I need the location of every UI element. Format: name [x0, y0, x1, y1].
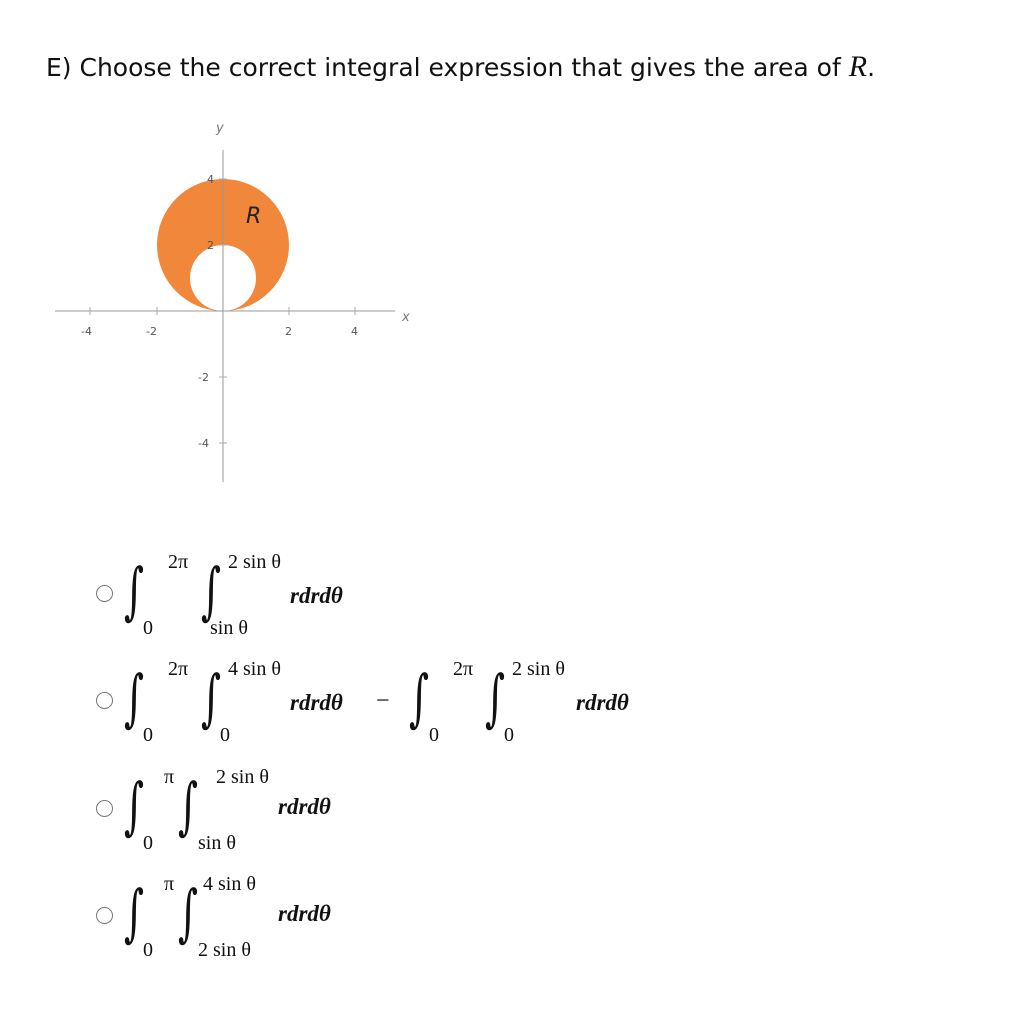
integral-sign: ∫	[201, 661, 222, 734]
outer-upper-limit: 2π	[168, 658, 189, 680]
integrand-2: rdrdθ	[576, 690, 629, 715]
outer-upper-limit: 2π	[168, 551, 189, 573]
integral-sign: ∫	[124, 876, 145, 949]
inner-upper-limit-2: 2 sin θ	[512, 658, 565, 680]
outer-upper-limit-2: 2π	[453, 658, 474, 680]
integral-sign: ∫	[201, 554, 222, 627]
minus-sign: −	[376, 688, 390, 714]
outer-lower-limit: 0	[143, 724, 153, 746]
outer-upper-limit: π	[164, 766, 175, 788]
inner-lower-limit: 2 sin θ	[198, 939, 251, 961]
question-text	[46, 50, 875, 84]
y-tick-label: 2	[207, 239, 214, 252]
question-suffix: .	[867, 53, 876, 82]
integral-sign: ∫	[124, 661, 145, 734]
inner-upper-limit: 2 sin θ	[228, 551, 281, 573]
inner-lower-limit: sin θ	[210, 617, 248, 639]
answer-option-1[interactable]	[96, 545, 796, 645]
radio-button[interactable]	[96, 692, 113, 709]
outer-lower-limit: 0	[143, 939, 153, 961]
radio-button[interactable]	[96, 907, 113, 924]
integral-sign: ∫	[485, 661, 506, 734]
integral-sign: ∫	[178, 876, 199, 949]
answer-option-3[interactable]	[96, 760, 796, 860]
integrand: rdrdθ	[290, 690, 343, 715]
x-tick-label: 4	[351, 325, 358, 338]
question-variable: R	[848, 50, 868, 83]
integral-sign: ∫	[124, 554, 145, 627]
y-tick-label: 4	[207, 173, 214, 186]
outer-lower-limit: 0	[143, 617, 153, 639]
inner-lower-limit: sin θ	[198, 832, 236, 854]
x-tick-label: 2	[285, 325, 292, 338]
y-tick-label: -4	[198, 437, 209, 450]
integral-sign: ∫	[178, 769, 199, 842]
question-prefix: E) Choose the correct integral expression that gives the area of	[46, 53, 849, 82]
integrand: rdrdθ	[290, 583, 343, 608]
region-label: R	[246, 204, 262, 229]
outer-lower-limit-2: 0	[429, 724, 439, 746]
outer-upper-limit: π	[164, 873, 175, 895]
outer-lower-limit: 0	[143, 832, 153, 854]
x-tick-label: -2	[146, 325, 157, 338]
integrand: rdrdθ	[278, 794, 331, 819]
radio-button[interactable]	[96, 585, 113, 602]
radio-button[interactable]	[96, 800, 113, 817]
answer-option-2[interactable]	[96, 652, 796, 752]
integrand: rdrdθ	[278, 901, 331, 926]
x-axis-label: x	[402, 310, 410, 325]
answer-option-4[interactable]	[96, 867, 796, 967]
inner-lower-limit: 0	[220, 724, 230, 746]
integral-sign: ∫	[124, 769, 145, 842]
x-tick-label: -4	[81, 325, 92, 338]
integral-sign: ∫	[409, 661, 430, 734]
inner-lower-limit-2: 0	[504, 724, 514, 746]
inner-upper-limit: 4 sin θ	[228, 658, 281, 680]
inner-upper-limit: 4 sin θ	[203, 873, 256, 895]
y-axis-label: y	[216, 121, 224, 136]
y-tick-label: -2	[198, 371, 209, 384]
region-graph	[50, 110, 430, 490]
inner-upper-limit: 2 sin θ	[216, 766, 269, 788]
